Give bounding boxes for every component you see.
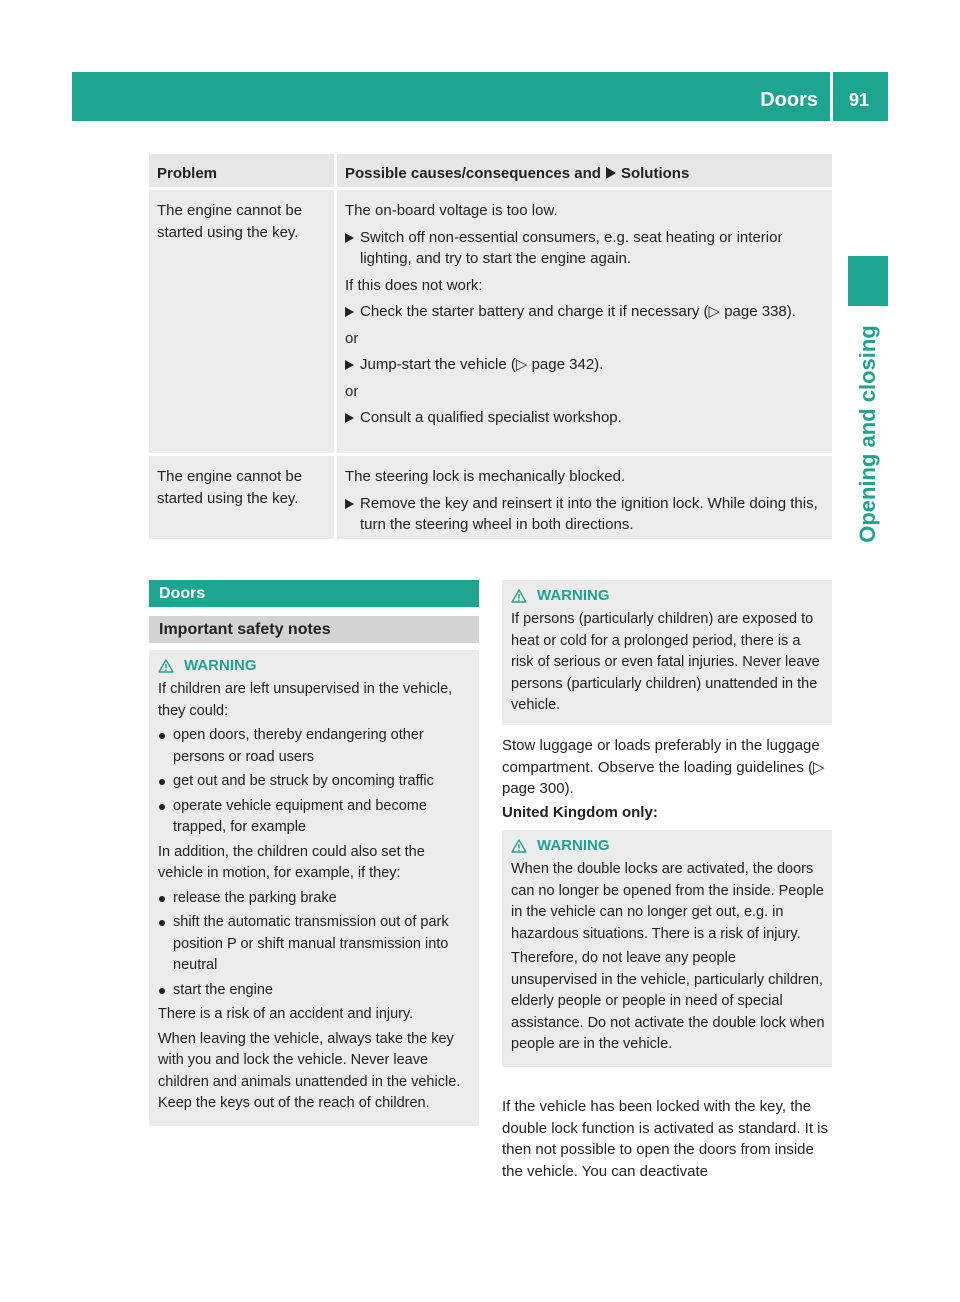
- chapter-label: Opening and closing: [855, 325, 880, 543]
- warning-text: When the double locks are activated, the doors can no longer be opened from the inside. People in the vehicle can no longer get out, e.g. in hazardous situations. There is a risk of injury.: [511, 861, 824, 942]
- arrow-right-icon: [345, 307, 354, 317]
- or-text: or: [345, 329, 359, 347]
- troubleshooting-table: [149, 154, 832, 542]
- list-item: get out and be struck by oncoming traffic: [158, 771, 472, 793]
- table-row: [149, 456, 832, 542]
- luggage-paragraph: Stow luggage or loads preferably in the luggage compartment. Observe the loading guidelines (▷ page 300).: [502, 737, 825, 797]
- bullet-icon: [159, 896, 165, 902]
- page-number: 91: [848, 90, 870, 110]
- warning-heading: WARNING: [158, 656, 472, 676]
- bullet-icon: [159, 779, 165, 785]
- arrow-right-icon: [345, 360, 354, 370]
- arrow-right-icon: [345, 499, 354, 509]
- warning-box-double-lock: [502, 830, 832, 1067]
- solution-step: Switch off non-essential consumers, e.g. seat heating or interior lighting, and try to start the engine again.: [345, 227, 826, 270]
- problem-cell: The engine cannot be started using the key.: [149, 456, 337, 539]
- warning-heading: WARNING: [511, 586, 825, 606]
- table-row: [149, 190, 832, 456]
- cause-text: The on-board voltage is too low.: [345, 202, 558, 219]
- table-header-row: [149, 154, 832, 190]
- header-divider: [830, 72, 833, 121]
- column-header-problem: Problem: [149, 154, 337, 187]
- bullet-icon: [159, 988, 165, 994]
- warning-text: There is a risk of an accident and injury.: [158, 1006, 414, 1022]
- uk-only-heading: United Kingdom only:: [502, 804, 658, 821]
- condition-text: If this does not work:: [345, 276, 483, 294]
- solution-step: Jump-start the vehicle (▷ page 342).: [345, 354, 826, 376]
- warning-heading: WARNING: [511, 836, 825, 856]
- arrow-right-icon: [606, 167, 616, 179]
- section-heading: Doors: [149, 580, 479, 607]
- chapter-tab-marker: [848, 256, 888, 306]
- solution-cell: [337, 456, 832, 539]
- arrow-right-icon: [345, 413, 354, 423]
- column-header-solutions: Possible causes/consequences and Solutions: [337, 154, 832, 187]
- warning-box-temperature: [502, 580, 832, 725]
- or-text: or: [345, 382, 359, 400]
- warning-text: If children are left unsupervised in the vehicle, they could:: [158, 681, 453, 719]
- arrow-right-icon: [345, 233, 354, 243]
- warning-box-children: [149, 650, 479, 1126]
- warning-triangle-icon: [511, 839, 527, 853]
- list-item: open doors, thereby endangering other persons or road users: [158, 725, 472, 768]
- warning-triangle-icon: [511, 589, 527, 603]
- bullet-icon: [159, 733, 165, 739]
- solution-step: Consult a qualified specialist workshop.: [345, 407, 826, 429]
- list-item: start the engine: [158, 980, 472, 1002]
- bullet-icon: [159, 804, 165, 810]
- solution-step: Check the starter battery and charge it if necessary (▷ page 338).: [345, 301, 826, 323]
- bullet-icon: [159, 920, 165, 926]
- problem-cell: The engine cannot be started using the key.: [149, 190, 337, 453]
- warning-text: Therefore, do not leave any people unsupervised in the vehicle, particularly children, elderly people or people in need of special assistance. Do not activate the double lock when people are in the vehicle.: [511, 950, 825, 1052]
- list-item: release the parking brake: [158, 888, 472, 910]
- warning-triangle-icon: [158, 659, 174, 673]
- subsection-heading: Important safety notes: [149, 616, 479, 643]
- solution-step: Remove the key and reinsert it into the ignition lock. While doing this, turn the steering wheel in both directions.: [345, 493, 826, 536]
- warning-text: In addition, the children could also set the vehicle in motion, for example, if they:: [158, 843, 425, 881]
- list-item: operate vehicle equipment and become trapped, for example: [158, 796, 472, 839]
- page-section-title: Doors: [760, 89, 818, 111]
- cause-text: The steering lock is mechanically blocked.: [345, 468, 626, 485]
- list-item: shift the automatic transmission out of park position P or shift manual transmission into neutral: [158, 912, 472, 977]
- double-lock-paragraph: If the vehicle has been locked with the key, the double lock function is activated as standard. It is then not possible to open the doors from inside the vehicle. You can deactivate: [502, 1098, 829, 1180]
- warning-text: When leaving the vehicle, always take the key with you and lock the vehicle. Never leave children and animals unattended in the vehicle. Keep the keys out of the reach of children.: [158, 1030, 461, 1111]
- solution-cell: [337, 190, 832, 453]
- warning-text: If persons (particularly children) are exposed to heat or cold for a prolonged period, there is a risk of serious or even fatal injuries. Never leave persons (particularly children) unattended in the vehicle.: [511, 611, 820, 713]
